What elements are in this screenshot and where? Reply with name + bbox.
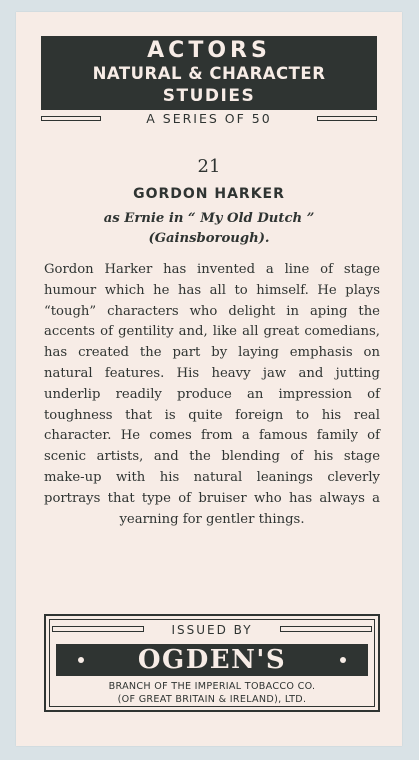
- decorative-rule-right: [280, 626, 372, 632]
- decorative-rule-left: [52, 626, 144, 632]
- bullet-dot-icon: [78, 657, 84, 663]
- branch-line-2: (OF GREAT BRITAIN & IRELAND), LTD.: [117, 694, 307, 705]
- branch-text: [46, 680, 378, 706]
- branch-line-1: BRANCH OF THE IMPERIAL TOBACCO CO.: [108, 681, 316, 692]
- title-actors: ACTORS: [147, 38, 271, 63]
- title-banner: [41, 36, 377, 110]
- card-number: 21: [197, 156, 221, 177]
- role-caption: [16, 209, 402, 249]
- decorative-rule-left: [41, 116, 101, 121]
- actor-name: GORDON HARKER: [133, 186, 285, 202]
- biography-text: Gordon Harker has invented a line of stage humour which he has all to himself. He plays “tough” characters who delight in aping the accents of gentility and, like all great comedians, has created the part by laying emphasis on natural features. His heavy jaw and jutting underlip readily produce an impression of toughness that is quite foreign to his real character. He comes from a famous family of scenic artists, and the blending of his stage make-up with his natural leanings cleverly portrays that type of bruiser who has always a yearning for gentler things.: [44, 262, 380, 527]
- series-label-row: [41, 110, 377, 128]
- bullet-dot-icon: [340, 657, 346, 663]
- issued-by-label: ISSUED BY: [171, 623, 253, 637]
- brand-banner: [56, 644, 368, 676]
- issued-by-row: [52, 622, 372, 638]
- issuer-box: [44, 614, 380, 712]
- decorative-rule-right: [317, 116, 377, 121]
- role-line: as Ernie in “ My Old Dutch ”: [103, 211, 315, 226]
- cigarette-card: [16, 12, 402, 746]
- series-label: A SERIES OF 50: [146, 111, 272, 126]
- title-natural-character: NATURAL & CHARACTER: [92, 64, 326, 83]
- brand-name: OGDEN'S: [137, 645, 287, 675]
- studio-line: (Gainsborough).: [148, 231, 270, 246]
- title-studies: STUDIES: [162, 86, 256, 106]
